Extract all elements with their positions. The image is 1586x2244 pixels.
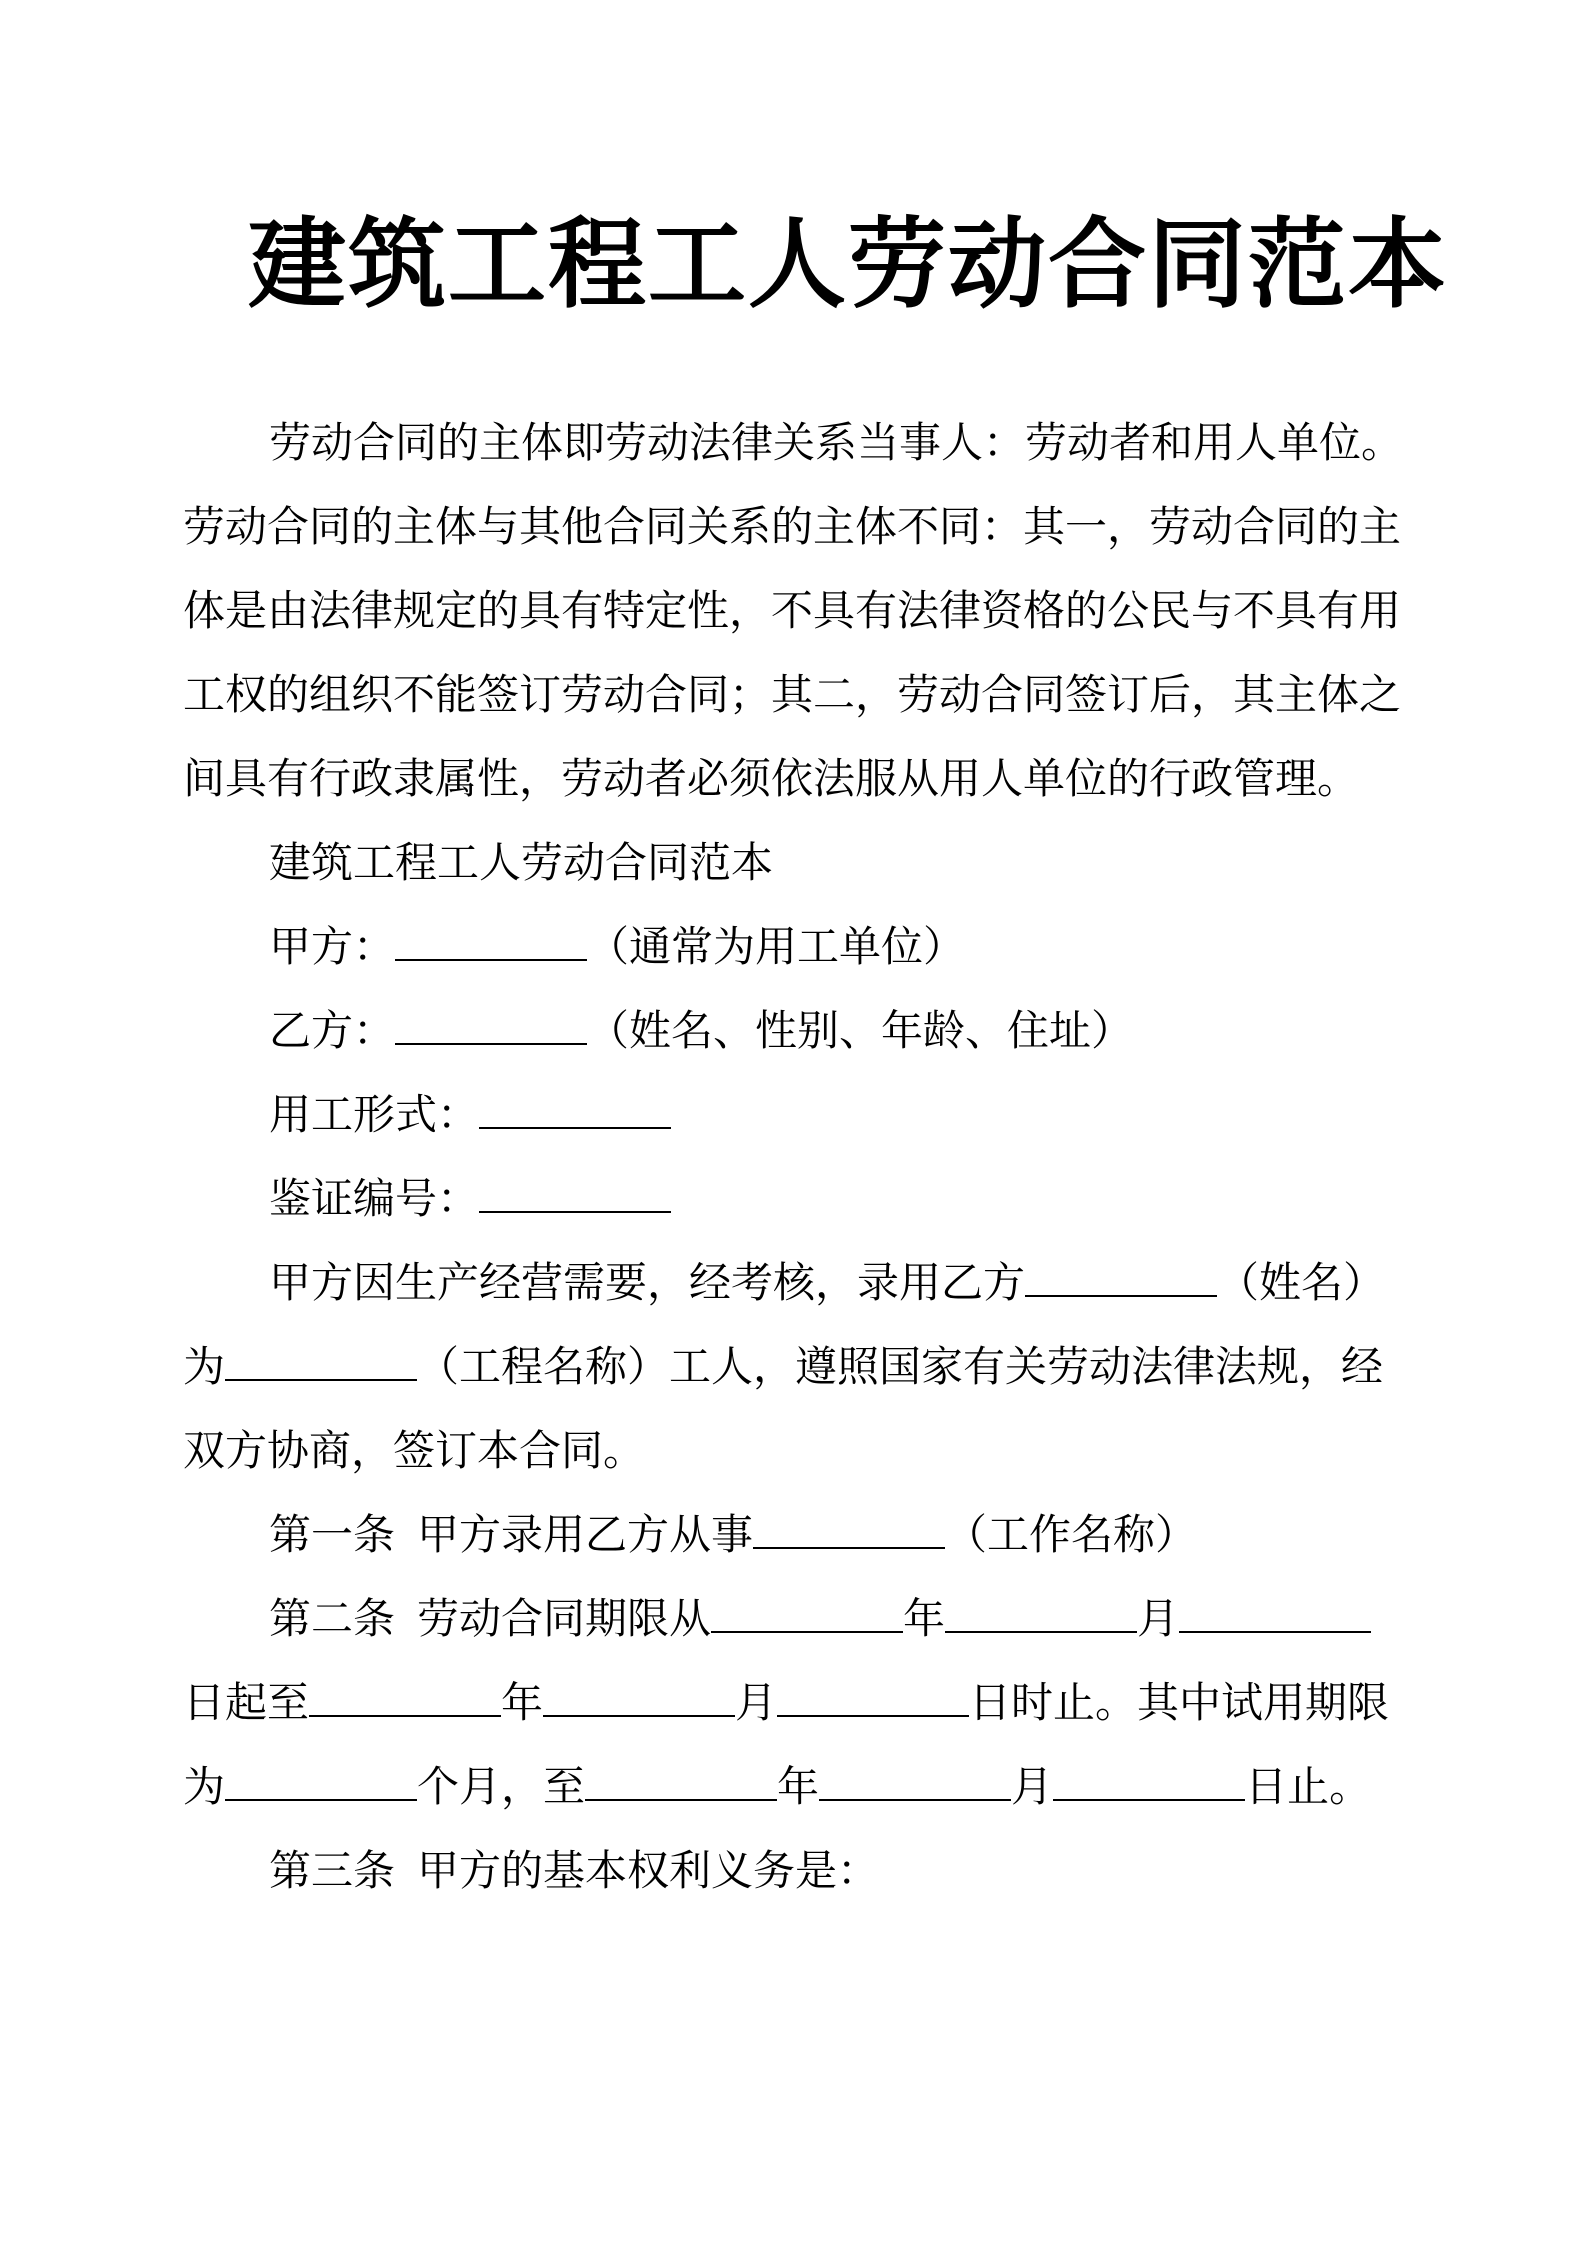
article-1-note: （工作名称） [945, 1510, 1198, 1559]
year-unit: 年 [777, 1762, 820, 1811]
name-blank [1025, 1255, 1217, 1297]
preamble-text-3: （工程名称）工人，遵照国家有关劳动法律法规，经双方协商，签订本合同。 [183, 1342, 1384, 1475]
day-end-text: 日止。 [1245, 1762, 1372, 1811]
cert-no-blank [479, 1171, 671, 1213]
employment-form-label: 用工形式： [269, 1090, 480, 1139]
year-unit: 年 [903, 1594, 946, 1643]
cert-no-label: 鉴证编号： [269, 1174, 480, 1223]
preamble-text-1: 甲方因生产经营需要，经考核，录用乙方 [269, 1258, 1026, 1307]
party-a-line [183, 905, 1408, 989]
article-2-text: 劳动合同期限从 [417, 1594, 712, 1643]
preamble-text-2: （姓名）为 [183, 1258, 1386, 1391]
probation-day-blank [1053, 1759, 1245, 1801]
party-a-note: （通常为用工单位） [587, 922, 966, 971]
job-name-blank [753, 1507, 945, 1549]
start-year-blank [711, 1591, 903, 1633]
article-3-text: 甲方的基本权利义务是： [417, 1846, 880, 1895]
article-3 [183, 1829, 1408, 1913]
start-day-blank [1179, 1591, 1371, 1633]
month-unit: 月 [1137, 1594, 1180, 1643]
document-title: 建筑工程工人劳动合同范本 [248, 208, 1449, 322]
end-day-blank [777, 1675, 969, 1717]
cert-no-line [183, 1157, 1408, 1241]
article-1 [183, 1493, 1408, 1577]
end-year-blank [309, 1675, 501, 1717]
party-a-label: 甲方： [269, 922, 396, 971]
month-unit: 月 [735, 1678, 778, 1727]
day-from-text: 日起至 [183, 1678, 310, 1727]
party-b-blank [395, 1003, 587, 1045]
months-text: 个月，至 [417, 1762, 586, 1811]
month-unit: 月 [1011, 1762, 1054, 1811]
subtitle-line: 建筑工程工人劳动合同范本 [269, 838, 774, 887]
intro-paragraph: 劳动合同的主体即劳动法律关系当事人：劳动者和用人单位。劳动合同的主体与其他合同关系的主体不同：其一，劳动合同的主体是由法律规定的具有特定性，不具有法律资格的公民与不具有用工权的组织不能签订劳动合同；其二，劳动合同签订后，其主体之间具有行政隶属性，劳动者必须依法服从用人单位的行政管理。 [183, 418, 1404, 803]
day-to-text: 日时止。其中试用期限为 [183, 1678, 1390, 1811]
probation-year-blank [585, 1759, 777, 1801]
year-unit: 年 [501, 1678, 544, 1727]
article-2-label: 第二条 [269, 1594, 396, 1643]
end-month-blank [543, 1675, 735, 1717]
project-name-blank [225, 1339, 417, 1381]
employment-form-line [183, 1073, 1408, 1157]
document-body [183, 401, 1408, 1913]
article-1-label: 第一条 [269, 1510, 396, 1559]
probation-months-blank [225, 1759, 417, 1801]
party-a-blank [395, 919, 587, 961]
party-b-note: （姓名、性别、年龄、住址） [587, 1006, 1134, 1055]
party-b-label: 乙方： [269, 1006, 396, 1055]
article-3-label: 第三条 [269, 1846, 396, 1895]
party-b-line [183, 989, 1408, 1073]
article-2 [183, 1577, 1408, 1829]
start-month-blank [945, 1591, 1137, 1633]
preamble-paragraph [183, 1241, 1408, 1493]
employment-form-blank [479, 1087, 671, 1129]
article-1-text: 甲方录用乙方从事 [417, 1510, 754, 1559]
probation-month-blank [819, 1759, 1011, 1801]
